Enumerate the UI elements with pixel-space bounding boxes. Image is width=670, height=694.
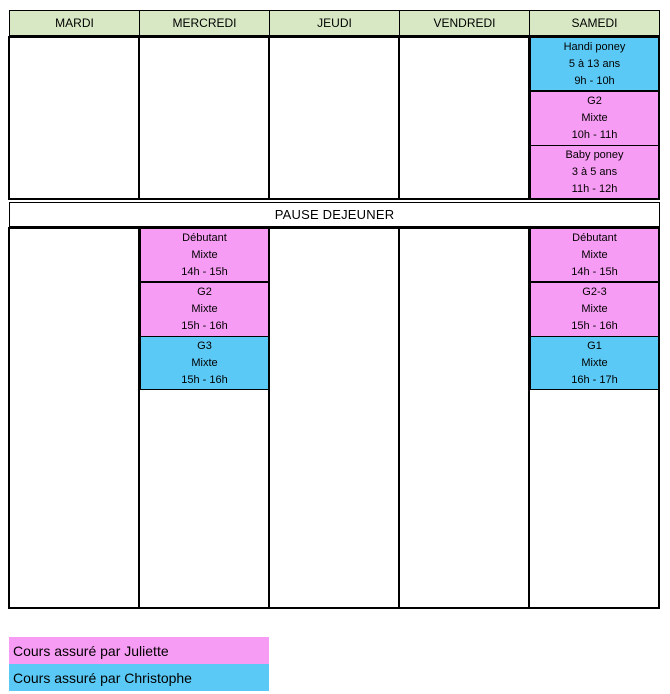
course-name: G1 — [587, 339, 602, 352]
afternoon-column-mardi — [8, 227, 140, 609]
morning-column-mercredi — [138, 36, 270, 200]
morning-column-mardi — [8, 36, 140, 200]
course-time: 9h - 10h — [574, 74, 615, 87]
course-time: 15h - 16h — [181, 320, 228, 332]
course-slot-samedi-afternoon-3 — [530, 336, 659, 390]
course-name: Handi poney — [563, 40, 626, 53]
header-jeudi: JEUDI — [269, 10, 400, 36]
course-time: 14h - 15h — [181, 265, 228, 278]
course-slot-samedi-morning-2 — [530, 91, 659, 146]
course-time: 10h - 11h — [571, 129, 618, 141]
course-group: Mixte — [581, 112, 608, 124]
course-group: Mixte — [581, 356, 608, 369]
course-time: 16h - 17h — [571, 373, 618, 386]
header-vendredi: VENDREDI — [399, 10, 530, 36]
course-slot-samedi-morning-1 — [530, 37, 659, 91]
course-slot-samedi-afternoon-2 — [530, 282, 659, 337]
header-mercredi: MERCREDI — [139, 10, 270, 36]
course-time: 14h - 15h — [571, 265, 618, 278]
course-group: Mixte — [581, 303, 608, 315]
course-group: Mixte — [191, 303, 218, 315]
course-name: G2 — [197, 286, 212, 298]
course-group: Mixte — [191, 248, 218, 261]
course-slot-samedi-afternoon-1 — [530, 228, 659, 282]
course-slot-mercredi-afternoon-3 — [140, 336, 269, 390]
course-name: Débutant — [182, 231, 227, 244]
header-mardi: MARDI — [9, 10, 140, 36]
course-slot-samedi-morning-3 — [530, 145, 659, 199]
morning-column-vendredi — [398, 36, 530, 200]
course-name: G3 — [197, 339, 212, 352]
course-name: Débutant — [572, 231, 617, 244]
course-group: 5 à 13 ans — [568, 57, 621, 70]
course-group: Mixte — [191, 356, 218, 369]
afternoon-column-vendredi — [398, 227, 530, 609]
course-name: G2-3 — [582, 286, 607, 298]
lunch-break-row: PAUSE DEJEUNER — [9, 202, 660, 227]
course-time: 15h - 16h — [571, 320, 618, 332]
header-samedi: SAMEDI — [529, 10, 660, 36]
course-group: Mixte — [581, 248, 608, 261]
course-group: 3 à 5 ans — [571, 165, 618, 178]
legend-juliette: Cours assuré par Juliette — [9, 637, 269, 664]
course-name: Baby poney — [565, 148, 624, 161]
morning-column-jeudi — [268, 36, 400, 200]
course-slot-mercredi-afternoon-2 — [140, 282, 269, 337]
afternoon-column-jeudi — [268, 227, 400, 609]
course-slot-mercredi-afternoon-1 — [140, 228, 269, 282]
course-time: 15h - 16h — [181, 373, 228, 386]
legend-christophe: Cours assuré par Christophe — [9, 664, 269, 691]
course-time: 11h - 12h — [571, 182, 618, 195]
course-name: G2 — [587, 95, 602, 107]
